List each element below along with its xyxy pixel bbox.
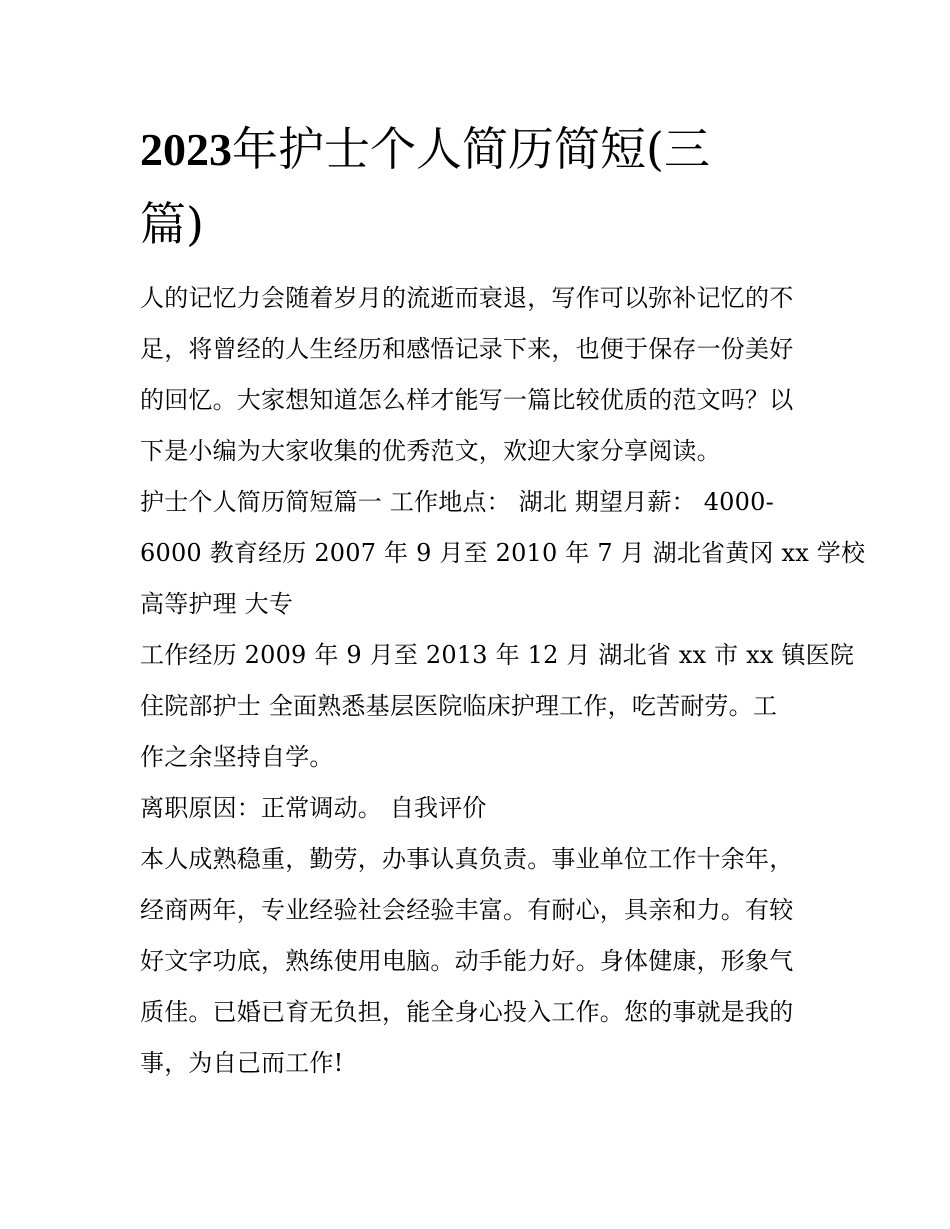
title-line-2: 篇) (140, 197, 204, 251)
paragraph-line: 下是小编为大家收集的优秀范文，欢迎大家分享阅读。 (140, 437, 721, 465)
title-line-1 (140, 112, 812, 187)
section1-paragraph (140, 477, 866, 630)
paragraph-line: 工作经历 2009 年 9 月至 2013 年 12 月 湖北省 xx 市 xx 镇医院 (140, 641, 855, 669)
paragraph-line: 的回忆。大家想知道怎么样才能写一篇比较优质的范文吗？以 (140, 386, 794, 414)
paragraph-line: 事，为自己而工作! (140, 1049, 344, 1077)
title-year: 2023 (140, 124, 232, 175)
paragraph-line: 高等护理 大专 (140, 590, 294, 618)
document-content (140, 112, 866, 1089)
paragraph-line: 护士个人简历简短篇一 工作地点： 湖北 期望月薪： 4000- (140, 488, 774, 516)
paragraph-line: 人的记忆力会随着岁月的流逝而衰退，写作可以弥补记忆的不 (140, 284, 794, 312)
paragraph-line: 质佳。已婚已育无负担，能全身心投入工作。您的事就是我的 (140, 998, 794, 1026)
intro-paragraph (140, 273, 812, 477)
document-title (140, 112, 812, 261)
paragraph-line: 足，将曾经的人生经历和感悟记录下来，也便于保存一份美好 (140, 335, 794, 363)
paragraph-line: 住院部护士 全面熟悉基层医院临床护理工作，吃苦耐劳。工 (140, 692, 778, 720)
work-paragraph (140, 630, 855, 783)
paragraph-line: 经商两年，专业经验社会经验丰富。有耐心，具亲和力。有较 (140, 896, 794, 924)
paragraph-line: 作之余坚持自学。 (140, 743, 334, 771)
leave-paragraph (140, 783, 812, 834)
paragraph-line: 好文字功底，熟练使用电脑。动手能力好。身体健康，形象气 (140, 947, 794, 975)
self-evaluation-paragraph (140, 834, 812, 1089)
title-line-1-text: 年护士个人简历简短(三 (232, 122, 710, 176)
paragraph-line: 6000 教育经历 2007 年 9 月至 2010 年 7 月 湖北省黄冈 xx 学校 (140, 539, 866, 567)
paragraph-line: 本人成熟稳重，勤劳，办事认真负责。事业单位工作十余年， (140, 845, 794, 873)
paragraph-line: 离职原因：正常调动。 自我评价 (140, 794, 487, 822)
